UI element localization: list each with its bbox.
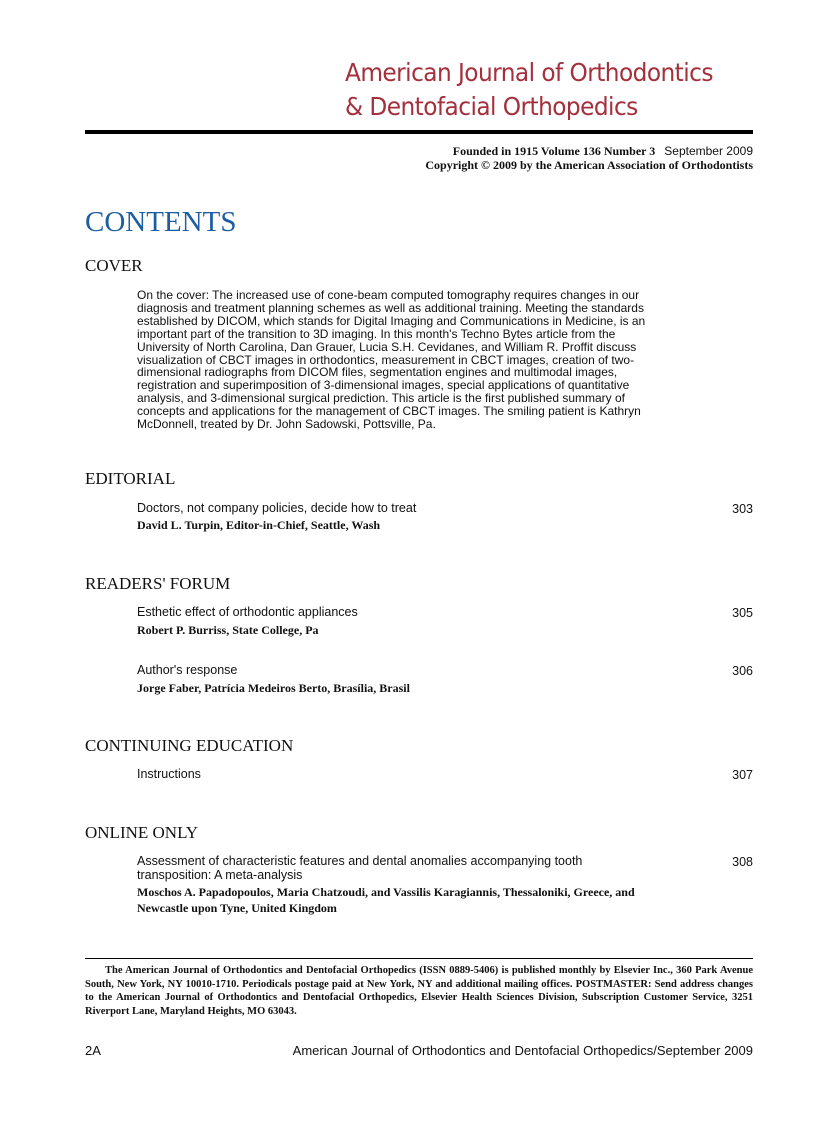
article-title[interactable]: Assessment of characteristic features and dental anomalies accompanying tooth transposition: A meta-analysis	[137, 854, 583, 882]
page-title: CONTENTS	[85, 206, 237, 238]
footer-rule	[85, 958, 753, 959]
cover-text-line: established by DICOM, which stands for Digital Imaging and Communications in Medicine, is an	[137, 313, 646, 328]
section-heading-online-only: ONLINE ONLY	[85, 823, 199, 842]
article-title[interactable]: Author's response	[137, 663, 238, 677]
article-authors: Moschos A. Papadopoulos, Maria Chatzoudi, and Vassilis Karagiannis, Thessaloniki, Greece, and Newcastle upon Tyne, United Kingdom	[137, 885, 635, 915]
publication-notice: The American Journal of Orthodontics and Dentofacial Orthopedics (ISSN 0889-5406) is published monthly by Elsevier Inc., 360 Park Avenue South, New York, NY 10010-1710. Periodicals postage paid at New York, NY and additional mailing offices. POSTMASTER: Send address changes to the American Journal of Orthodontics and Dentofacial Orthopedics, Elsevier Health Sciences Division, Subscription Customer Service, 3251 Riverport Lane, Maryland Heights, MO 63043.	[85, 965, 753, 1017]
issue-date: September 2009	[664, 144, 753, 158]
cover-text-line: registration and superimposition of 3-dimensional images, special applications of quantitative	[137, 378, 630, 393]
article-page[interactable]: 305	[732, 606, 753, 620]
running-footer: American Journal of Orthodontics and Dentofacial Orthopedics/September 2009	[292, 1043, 753, 1058]
article-page[interactable]: 306	[732, 664, 753, 678]
article-title[interactable]: Doctors, not company policies, decide how to treat	[137, 501, 417, 515]
cover-text-line: dimensional radiographs from DICOM files, segmentation engines and multimodal images,	[137, 365, 618, 380]
article-title[interactable]: Esthetic effect of orthodontic appliances	[137, 605, 358, 619]
section-heading-editorial: EDITORIAL	[85, 469, 176, 488]
cover-text-line: On the cover: The increased use of cone-beam computed tomography requires changes in our	[137, 288, 640, 302]
section-heading-continuing-education: CONTINUING EDUCATION	[85, 736, 294, 755]
section-heading-cover: COVER	[85, 256, 143, 275]
cover-text-line: University of North Carolina, Dan Grauer, Lucia S.H. Cevidanes, and William R. Proffit discuss	[137, 339, 637, 354]
journal-logo-line2: & Dentofacial Orthopedics	[345, 92, 638, 121]
cover-text-line: analysis, and 3-dimensional surgical prediction. This article is the first published summary of	[137, 391, 625, 406]
header-rule	[85, 130, 753, 134]
page-number: 2A	[85, 1043, 101, 1058]
article-page[interactable]: 307	[732, 768, 753, 782]
cover-description	[137, 289, 697, 431]
article-authors: Jorge Faber, Patrícia Medeiros Berto, Brasília, Brasil	[137, 681, 410, 695]
cover-text-line: visualization of CBCT images in orthodontics, measurement in CBCT images, creation of two-	[137, 352, 635, 367]
issue-info	[453, 144, 753, 159]
cover-text-line: diagnosis and treatment planning schemes as well as additional training. Meeting the standards	[137, 300, 644, 315]
article-page[interactable]: 303	[732, 502, 753, 516]
section-heading-readers-forum: READERS' FORUM	[85, 574, 231, 593]
journal-logo-line1: American Journal of Orthodontics	[345, 58, 713, 87]
article-page[interactable]: 308	[732, 855, 753, 869]
founded-volume: Founded in 1915 Volume 136 Number 3	[452, 144, 656, 158]
cover-text-line: McDonnell, treated by Dr. John Sadowski, Pottsville, Pa.	[137, 417, 436, 432]
article-title[interactable]: Instructions	[137, 767, 201, 781]
cover-text-line: important part of the transition to 3D imaging. In this month's Techno Bytes article from the	[137, 326, 616, 341]
cover-text-line: concepts and applications for the management of CBCT images. The smiling patient is Kathryn	[137, 404, 641, 419]
article-authors: Robert P. Burriss, State College, Pa	[137, 623, 319, 637]
copyright: Copyright © 2009 by the American Association of Orthodontists	[425, 158, 753, 172]
article-authors: David L. Turpin, Editor-in-Chief, Seattle, Wash	[137, 518, 381, 532]
